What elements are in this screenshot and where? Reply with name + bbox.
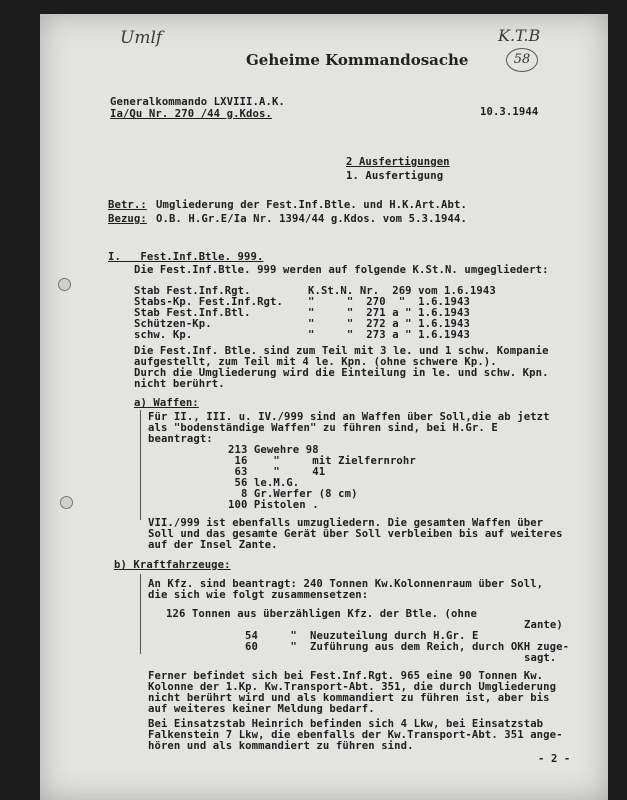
ktb-mark: K.T.B bbox=[498, 26, 541, 45]
vehicle-item-amount: 60 " bbox=[245, 641, 297, 653]
vehicle-item: 126 Tonnen aus überzähligen Kfz. der Btle. (ohne bbox=[166, 608, 477, 620]
paragraph-line: nicht berührt. bbox=[134, 378, 225, 390]
vehicle-item: sagt. bbox=[524, 652, 557, 664]
weapon-item: 100 Pistolen . bbox=[228, 499, 319, 511]
weapon-item: 213 Gewehre 98 bbox=[228, 444, 319, 456]
page-number: 58 bbox=[506, 48, 538, 72]
table-ref: " " 271 a " 1.6.1943 bbox=[308, 307, 470, 319]
reference-text: O.B. H.Gr.E/Ia Nr. 1394/44 g.Kdos. vom 5.3.1944. bbox=[156, 213, 467, 225]
weapons-line: Für II., III. u. IV./999 sind an Waffen über Soll,die ab jetzt bbox=[148, 411, 550, 423]
vehicles-heading: b) Kraftfahrzeuge: bbox=[114, 559, 231, 571]
paragraph-line: aufgestellt, zum Teil mit 4 le. Kpn. (ohne schwere Kp.). bbox=[134, 356, 497, 368]
punch-hole-icon bbox=[60, 496, 73, 509]
document-date: 10.3.1944 bbox=[480, 106, 539, 118]
margin-bracket bbox=[140, 574, 141, 654]
paragraph-line: Durch die Umgliederung wird die Einteilung in le. und schw. Kpn. bbox=[134, 367, 549, 379]
vehicles-para: auf weiteres keiner Meldung bedarf. bbox=[148, 703, 375, 715]
vehicles-para: Bei Einsatzstab Heinrich befinden sich 4 Lkw, bei Einsatzstab bbox=[148, 718, 544, 730]
vehicles-para: Kolonne der 1.Kp. Kw.Transport-Abt. 351, die durch Umgliederung bbox=[148, 681, 557, 693]
table-unit: schw. Kp. bbox=[134, 329, 193, 341]
handwritten-initials: Umlf bbox=[120, 28, 163, 48]
weapons-line: als "bodenständige Waffen" zu führen sind, bei H.Gr. E bbox=[148, 422, 498, 434]
vehicles-para: Falkenstein 7 Lkw, die ebenfalls der Kw.Transport-Abt. 351 ange- bbox=[148, 729, 563, 741]
vehicle-item: Zante) bbox=[524, 619, 563, 631]
classification-title: Geheime Kommandosache bbox=[246, 51, 469, 69]
vehicles-para: nicht berührt wird und als kommandiert zu führen ist, aber bis bbox=[148, 692, 550, 704]
subject-text: Umgliederung der Fest.Inf.Btle. und H.K.Art.Abt. bbox=[156, 199, 467, 211]
table-unit: Stabs-Kp. Fest.Inf.Rgt. bbox=[134, 296, 283, 308]
vehicles-para: hören und als kommandiert zu führen sind. bbox=[148, 740, 414, 752]
vehicle-item: Neuzuteilung durch H.Gr. E bbox=[310, 630, 479, 642]
weapons-para: VII./999 ist ebenfalls umzugliedern. Die gesamten Waffen über bbox=[148, 517, 544, 529]
table-unit: Schützen-Kp. bbox=[134, 318, 212, 330]
table-ref: " " 273 a " 1.6.1943 bbox=[308, 329, 470, 341]
table-ref: " " 270 " 1.6.1943 bbox=[308, 296, 470, 308]
unit-line: Generalkommando LXVIII.A.K. bbox=[110, 96, 285, 108]
page-marker: - 2 - bbox=[538, 753, 571, 765]
weapons-para: auf der Insel Zante. bbox=[148, 539, 278, 551]
table-ref: K.St.N. Nr. 269 vom 1.6.1943 bbox=[308, 285, 496, 297]
section-heading: I. Fest.Inf.Btle. 999. bbox=[108, 251, 264, 263]
vehicle-item: Zuführung aus dem Reich, durch OKH zuge- bbox=[310, 641, 570, 653]
weapons-para: Soll und das gesamte Gerät über Soll verbleiben bis auf weiteres bbox=[148, 528, 563, 540]
weapon-item: 63 " 41 bbox=[228, 466, 326, 478]
document-page bbox=[40, 14, 608, 800]
copies-total: 2 Ausfertigungen bbox=[346, 156, 450, 168]
reference-label: Bezug: bbox=[108, 213, 147, 225]
weapon-item: 56 le.M.G. bbox=[228, 477, 300, 489]
weapon-item: 8 Gr.Werfer (8 cm) bbox=[228, 488, 358, 500]
copy-number: 1. Ausfertigung bbox=[346, 170, 444, 182]
section-intro: Die Fest.Inf.Btle. 999 werden auf folgende K.St.N. umgegliedert: bbox=[134, 264, 549, 276]
punch-hole-icon bbox=[58, 278, 71, 291]
weapon-item: 16 " mit Zielfernrohr bbox=[228, 455, 416, 467]
vehicles-line: An Kfz. sind beantragt: 240 Tonnen Kw.Kolonnenraum über Soll, bbox=[148, 578, 544, 590]
weapons-line: beantragt: bbox=[148, 433, 213, 445]
vehicles-line: die sich wie folgt zusammensetzen: bbox=[148, 589, 369, 601]
vehicles-para: Ferner befindet sich bei Fest.Inf.Rgt. 965 eine 90 Tonnen Kw. bbox=[148, 670, 544, 682]
margin-bracket bbox=[140, 410, 141, 520]
reference-line: Ia/Qu Nr. 270 /44 g.Kdos. bbox=[110, 108, 272, 120]
subject-label: Betr.: bbox=[108, 199, 147, 211]
vehicle-item-amount: 54 " bbox=[245, 630, 297, 642]
paragraph-line: Die Fest.Inf. Btle. sind zum Teil mit 3 le. und 1 schw. Kompanie bbox=[134, 345, 549, 357]
table-unit: Stab Fest.Inf.Rgt. bbox=[134, 285, 251, 297]
table-unit: Stab Fest.Inf.Btl. bbox=[134, 307, 251, 319]
table-ref: " " 272 a " 1.6.1943 bbox=[308, 318, 470, 330]
weapons-heading: a) Waffen: bbox=[134, 397, 199, 409]
